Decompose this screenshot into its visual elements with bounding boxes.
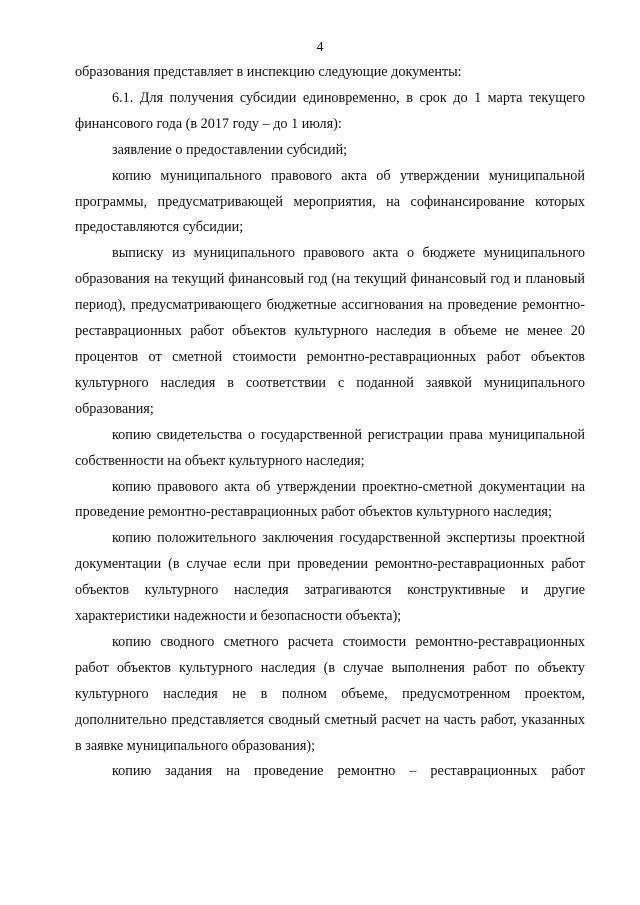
document-body <box>75 60 585 785</box>
paragraph-intro-continuation: образования представляет в инспекцию следующие документы: <box>75 64 462 80</box>
paragraph-design-estimate-act: копию правового акта об утверждении проектно-сметной документации на проведение ремонтно-реставрационных работ объектов культурного наследия; <box>75 478 585 521</box>
paragraph-municipal-program-act: копию муниципального правового акта об утверждении муниципальной программы, предусматривающей мероприятия, на софинансирование которых предоставляются субсидии; <box>75 167 585 236</box>
paragraph-summary-estimate: копию сводного сметного расчета стоимости ремонтно-реставрационных работ объектов культурного наследия (в случае выполнения работ по объекту культурного наследия не в полном объеме, предусмотренном проектом, дополнительно представляется сводный сметный расчет на часть работ, указанных в заявке муниципального образования); <box>75 633 585 754</box>
paragraph-ownership-certificate: копию свидетельства о государственной регистрации права муниципальной собственности на объект культурного наследия; <box>75 426 585 469</box>
paragraph-budget-extract: выписку из муниципального правового акта о бюджете муниципального образования на текущий финансовый год (на текущий финансовый год и плановый период), предусматривающего бюджетные ассигнования на проведение ремонтно-реставрационных работ объектов культурного наследия в объеме не менее 20 процентов от сметной стоимости ремонтно-реставрационных работ объектов культурного наследия в соответствии с поданной заявкой муниципального образования; <box>75 245 585 417</box>
paragraph-state-expertise: копию положительного заключения государственной экспертизы проектной документации (в случае если при проведении ремонтно-реставрационных работ объектов культурного наследия затрагиваются конструктивные и другие характеристики надежности и безопасности объекта); <box>75 530 585 625</box>
page-number: 4 <box>316 40 324 55</box>
paragraph-restoration-task: копию задания на проведение ремонтно – реставрационных работ <box>112 763 585 780</box>
paragraph-subsidy-application: заявление о предоставлении субсидий; <box>112 141 348 158</box>
paragraph-clause-6-1: 6.1. Для получения субсидии единовременно, в срок до 1 марта текущего финансового года (в 2017 году – до 1 июля): <box>75 89 585 132</box>
